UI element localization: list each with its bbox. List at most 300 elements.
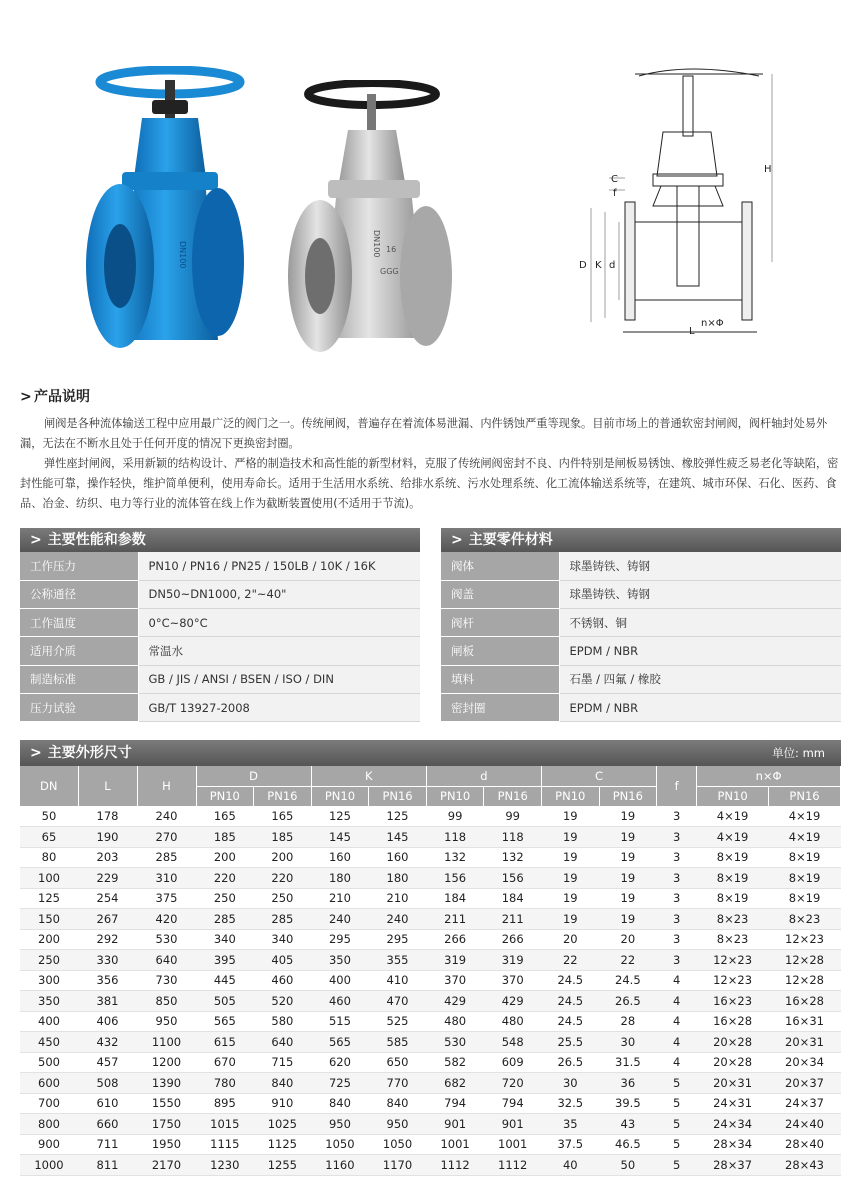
table-row (20, 929, 841, 950)
table-cell: 375 (137, 888, 196, 909)
table-cell: 229 (78, 868, 137, 889)
table-cell: 125 (20, 888, 78, 909)
table-cell: 1115 (196, 1134, 254, 1155)
parts-label: 闸板 (441, 637, 559, 665)
performance-table (20, 552, 420, 722)
table-cell: 720 (484, 1073, 542, 1094)
col-f: f (657, 766, 697, 806)
table-cell: 24×31 (697, 1093, 769, 1114)
table-cell: 505 (196, 991, 254, 1012)
dimensions-title: 主要外形尺寸 (47, 745, 132, 761)
parts-label: 填料 (441, 665, 559, 693)
performance-row (20, 580, 420, 608)
table-cell: 615 (196, 1032, 254, 1053)
diagram-label-l: L (689, 326, 695, 337)
table-row (20, 1011, 841, 1032)
table-row (20, 827, 841, 848)
table-cell: 1170 (369, 1155, 427, 1176)
table-cell: 295 (311, 929, 369, 950)
dimensions-header-bar (20, 740, 841, 766)
table-cell: 118 (426, 827, 484, 848)
table-cell: 118 (484, 827, 542, 848)
silver-valve-marking-mat: GGG (380, 267, 399, 276)
parts-value: EPDM / NBR (559, 693, 841, 721)
table-cell: 682 (426, 1073, 484, 1094)
table-cell: 3 (657, 888, 697, 909)
table-cell: 180 (369, 868, 427, 889)
table-cell: 770 (369, 1073, 427, 1094)
table-cell: 184 (484, 888, 542, 909)
performance-row (20, 665, 420, 693)
table-cell: 840 (369, 1093, 427, 1114)
col-d-inner: d (426, 766, 541, 786)
table-cell: 285 (254, 909, 312, 930)
table-cell: 370 (484, 970, 542, 991)
table-cell: 20 (599, 929, 657, 950)
table-cell: 660 (78, 1114, 137, 1135)
col-pn16: PN16 (769, 786, 841, 806)
table-cell: 65 (20, 827, 78, 848)
table-row (20, 991, 841, 1012)
table-cell: 780 (196, 1073, 254, 1094)
table-cell: 450 (20, 1032, 78, 1053)
table-cell: 950 (311, 1114, 369, 1135)
table-row (20, 1155, 841, 1176)
table-cell: 12×23 (697, 970, 769, 991)
table-cell: 356 (78, 970, 137, 991)
dimensions-table (20, 766, 841, 1176)
table-row (20, 1052, 841, 1073)
table-cell: 400 (20, 1011, 78, 1032)
table-cell: 811 (78, 1155, 137, 1176)
table-cell: 8×19 (697, 847, 769, 868)
table-cell: 125 (311, 806, 369, 827)
performance-value: 常温水 (138, 637, 420, 665)
table-cell: 910 (254, 1093, 312, 1114)
table-cell: 4 (657, 1052, 697, 1073)
table-cell: 3 (657, 847, 697, 868)
parts-label: 阀杆 (441, 609, 559, 637)
table-cell: 285 (137, 847, 196, 868)
table-cell: 24×37 (769, 1093, 841, 1114)
table-cell: 31.5 (599, 1052, 657, 1073)
table-cell: 1001 (426, 1134, 484, 1155)
table-cell: 480 (426, 1011, 484, 1032)
table-cell: 185 (254, 827, 312, 848)
table-cell: 28 (599, 1011, 657, 1032)
table-cell: 19 (599, 806, 657, 827)
table-cell: 1550 (137, 1093, 196, 1114)
table-cell: 445 (196, 970, 254, 991)
table-cell: 150 (20, 909, 78, 930)
col-pn10: PN10 (697, 786, 769, 806)
parts-header-bar (441, 528, 841, 552)
table-row (20, 1093, 841, 1114)
table-cell: 20×31 (697, 1073, 769, 1094)
dimensions-header-row-1 (20, 766, 841, 786)
table-cell: 670 (196, 1052, 254, 1073)
table-cell: 1950 (137, 1134, 196, 1155)
table-cell: 1015 (196, 1114, 254, 1135)
table-cell: 12×23 (769, 929, 841, 950)
table-cell: 4×19 (769, 827, 841, 848)
table-cell: 240 (137, 806, 196, 827)
table-cell: 295 (369, 929, 427, 950)
table-cell: 895 (196, 1093, 254, 1114)
table-cell: 457 (78, 1052, 137, 1073)
table-cell: 470 (369, 991, 427, 1012)
table-cell: 525 (369, 1011, 427, 1032)
table-cell: 211 (484, 909, 542, 930)
table-cell: 350 (20, 991, 78, 1012)
table-cell: 24.5 (541, 970, 599, 991)
table-cell: 610 (78, 1093, 137, 1114)
table-cell: 160 (369, 847, 427, 868)
table-cell: 28×43 (769, 1155, 841, 1176)
table-cell: 5 (657, 1155, 697, 1176)
table-cell: 950 (137, 1011, 196, 1032)
table-cell: 26.5 (599, 991, 657, 1012)
table-cell: 1100 (137, 1032, 196, 1053)
table-cell: 292 (78, 929, 137, 950)
table-cell: 12×28 (769, 970, 841, 991)
performance-header-bar (20, 528, 420, 552)
col-c: C (541, 766, 656, 786)
table-cell: 220 (254, 868, 312, 889)
table-cell: 28×34 (697, 1134, 769, 1155)
table-cell: 1112 (426, 1155, 484, 1176)
col-l: L (78, 766, 137, 806)
table-cell: 20×34 (769, 1052, 841, 1073)
table-cell: 20×28 (697, 1032, 769, 1053)
table-row (20, 847, 841, 868)
parts-value: 球墨铸铁、铸钢 (559, 552, 841, 580)
table-cell: 3 (657, 929, 697, 950)
chevron-right-icon: > (20, 389, 32, 405)
table-cell: 1200 (137, 1052, 196, 1073)
parts-value: 不锈钢、铜 (559, 609, 841, 637)
table-cell: 460 (311, 991, 369, 1012)
table-cell: 4 (657, 991, 697, 1012)
description-title (20, 386, 90, 406)
table-cell: 585 (369, 1032, 427, 1053)
table-cell: 330 (78, 950, 137, 971)
table-row (20, 950, 841, 971)
table-cell: 39.5 (599, 1093, 657, 1114)
table-cell: 530 (137, 929, 196, 950)
table-cell: 3 (657, 868, 697, 889)
col-k: K (311, 766, 426, 786)
table-cell: 3 (657, 827, 697, 848)
table-cell: 340 (254, 929, 312, 950)
chevron-right-icon: > (451, 532, 463, 548)
table-cell: 36 (599, 1073, 657, 1094)
table-cell: 203 (78, 847, 137, 868)
table-row (20, 1032, 841, 1053)
parts-value: 石墨 / 四氟 / 橡胶 (559, 665, 841, 693)
table-cell: 8×19 (769, 888, 841, 909)
table-cell: 28×40 (769, 1134, 841, 1155)
performance-value: GB / JIS / ANSI / BSEN / ISO / DIN (138, 665, 420, 693)
table-cell: 43 (599, 1114, 657, 1135)
table-cell: 125 (369, 806, 427, 827)
table-cell: 381 (78, 991, 137, 1012)
table-cell: 725 (311, 1073, 369, 1094)
table-cell: 100 (20, 868, 78, 889)
table-cell: 406 (78, 1011, 137, 1032)
table-cell: 19 (541, 888, 599, 909)
table-cell: 3 (657, 909, 697, 930)
table-cell: 24.5 (541, 991, 599, 1012)
table-cell: 840 (311, 1093, 369, 1114)
col-pn10: PN10 (311, 786, 369, 806)
table-cell: 80 (20, 847, 78, 868)
table-cell: 1750 (137, 1114, 196, 1135)
table-cell: 200 (196, 847, 254, 868)
table-cell: 5 (657, 1093, 697, 1114)
table-cell: 1160 (311, 1155, 369, 1176)
diagram-label-n: n×Φ (701, 318, 724, 329)
table-cell: 1230 (196, 1155, 254, 1176)
table-cell: 4 (657, 970, 697, 991)
table-row (20, 909, 841, 930)
parts-row (441, 637, 841, 665)
table-cell: 254 (78, 888, 137, 909)
col-dn: DN (20, 766, 78, 806)
col-pn16: PN16 (369, 786, 427, 806)
table-cell: 240 (369, 909, 427, 930)
table-cell: 480 (484, 1011, 542, 1032)
table-cell: 794 (484, 1093, 542, 1114)
table-cell: 16×23 (697, 991, 769, 1012)
performance-value: GB/T 13927-2008 (138, 693, 420, 721)
performance-title: 主要性能和参数 (47, 532, 146, 548)
diagram-label-h: H (764, 164, 772, 175)
table-row (20, 1073, 841, 1094)
parts-table (441, 552, 841, 722)
performance-label: 工作压力 (20, 552, 138, 580)
table-cell: 132 (484, 847, 542, 868)
table-cell: 1390 (137, 1073, 196, 1094)
diagram-label-d-outer: D (579, 260, 587, 271)
parts-row (441, 693, 841, 721)
table-cell: 165 (196, 806, 254, 827)
parts-label: 阀盖 (441, 580, 559, 608)
diagram-label-f: f (613, 188, 617, 199)
chevron-right-icon: > (30, 745, 42, 761)
table-row (20, 1114, 841, 1135)
table-cell: 4×19 (769, 806, 841, 827)
table-cell: 319 (484, 950, 542, 971)
table-cell: 8×23 (697, 929, 769, 950)
table-cell: 3 (657, 806, 697, 827)
performance-label: 压力试验 (20, 693, 138, 721)
table-row (20, 970, 841, 991)
diagram-label-c: C (611, 174, 618, 185)
chevron-right-icon: > (30, 532, 42, 548)
description-title-text: 产品说明 (34, 389, 90, 405)
table-cell: 210 (311, 888, 369, 909)
table-row (20, 888, 841, 909)
table-cell: 99 (484, 806, 542, 827)
col-pn10: PN10 (196, 786, 254, 806)
parts-row (441, 552, 841, 580)
table-cell: 16×31 (769, 1011, 841, 1032)
table-cell: 1000 (20, 1155, 78, 1176)
table-cell: 28×37 (697, 1155, 769, 1176)
performance-row (20, 552, 420, 580)
table-cell: 20×31 (769, 1032, 841, 1053)
table-cell: 5 (657, 1114, 697, 1135)
table-cell: 30 (599, 1032, 657, 1053)
table-cell: 22 (541, 950, 599, 971)
table-cell: 46.5 (599, 1134, 657, 1155)
table-cell: 200 (254, 847, 312, 868)
performance-row (20, 609, 420, 637)
table-cell: 5 (657, 1073, 697, 1094)
table-cell: 350 (311, 950, 369, 971)
table-cell: 1001 (484, 1134, 542, 1155)
table-cell: 609 (484, 1052, 542, 1073)
table-cell: 132 (426, 847, 484, 868)
table-cell: 340 (196, 929, 254, 950)
table-cell: 700 (20, 1093, 78, 1114)
table-cell: 1125 (254, 1134, 312, 1155)
table-cell: 460 (254, 970, 312, 991)
table-cell: 12×23 (697, 950, 769, 971)
table-cell: 20×37 (769, 1073, 841, 1094)
table-cell: 8×19 (697, 868, 769, 889)
table-cell: 2170 (137, 1155, 196, 1176)
performance-label: 工作温度 (20, 609, 138, 637)
table-cell: 32.5 (541, 1093, 599, 1114)
table-cell: 950 (369, 1114, 427, 1135)
table-cell: 901 (426, 1114, 484, 1135)
table-cell: 620 (311, 1052, 369, 1073)
table-cell: 19 (599, 888, 657, 909)
product-images (0, 0, 860, 370)
table-cell: 250 (20, 950, 78, 971)
performance-value: 0°C~80°C (138, 609, 420, 637)
table-cell: 8×23 (697, 909, 769, 930)
table-cell: 19 (541, 806, 599, 827)
description-paragraph-2 (20, 454, 842, 514)
table-cell: 1255 (254, 1155, 312, 1176)
table-cell: 20 (541, 929, 599, 950)
table-cell: 429 (426, 991, 484, 1012)
silver-valve-marking-dn: DN100 (372, 230, 381, 258)
table-row (20, 1134, 841, 1155)
table-cell: 715 (254, 1052, 312, 1073)
table-cell: 500 (20, 1052, 78, 1073)
col-h: H (137, 766, 196, 806)
table-cell: 184 (426, 888, 484, 909)
table-cell: 16×28 (769, 991, 841, 1012)
col-pn16: PN16 (254, 786, 312, 806)
table-cell: 1050 (311, 1134, 369, 1155)
table-cell: 16×28 (697, 1011, 769, 1032)
performance-row (20, 637, 420, 665)
table-cell: 20×28 (697, 1052, 769, 1073)
valve-cross-section-diagram (565, 62, 790, 362)
table-cell: 210 (369, 888, 427, 909)
parts-title: 主要零件材料 (468, 532, 553, 548)
table-cell: 730 (137, 970, 196, 991)
table-cell: 650 (369, 1052, 427, 1073)
table-cell: 5 (657, 1134, 697, 1155)
table-cell: 420 (137, 909, 196, 930)
table-cell: 600 (20, 1073, 78, 1094)
col-pn16: PN16 (599, 786, 657, 806)
table-cell: 565 (311, 1032, 369, 1053)
col-pn16: PN16 (484, 786, 542, 806)
parts-value: EPDM / NBR (559, 637, 841, 665)
table-cell: 24.5 (541, 1011, 599, 1032)
table-cell: 800 (20, 1114, 78, 1135)
table-cell: 580 (254, 1011, 312, 1032)
table-cell: 900 (20, 1134, 78, 1155)
table-cell: 640 (254, 1032, 312, 1053)
table-cell: 300 (20, 970, 78, 991)
table-cell: 410 (369, 970, 427, 991)
table-cell: 395 (196, 950, 254, 971)
table-cell: 530 (426, 1032, 484, 1053)
table-cell: 185 (196, 827, 254, 848)
table-cell: 8×19 (769, 868, 841, 889)
table-cell: 178 (78, 806, 137, 827)
table-cell: 19 (599, 847, 657, 868)
table-cell: 319 (426, 950, 484, 971)
diagram-label-k: K (595, 260, 602, 271)
diagram-label-d-inner: d (609, 260, 616, 271)
table-cell: 432 (78, 1032, 137, 1053)
table-cell: 850 (137, 991, 196, 1012)
table-cell: 211 (426, 909, 484, 930)
table-cell: 4 (657, 1032, 697, 1053)
table-row (20, 806, 841, 827)
table-cell: 520 (254, 991, 312, 1012)
table-cell: 310 (137, 868, 196, 889)
table-cell: 99 (426, 806, 484, 827)
performance-value: DN50~DN1000, 2"~40" (138, 580, 420, 608)
table-cell: 515 (311, 1011, 369, 1032)
table-cell: 165 (254, 806, 312, 827)
col-n: n×Φ (697, 766, 841, 786)
parts-row (441, 665, 841, 693)
col-pn10: PN10 (541, 786, 599, 806)
table-cell: 355 (369, 950, 427, 971)
description-paragraph-1 (20, 414, 842, 454)
parts-value: 球墨铸铁、铸钢 (559, 580, 841, 608)
table-cell: 285 (196, 909, 254, 930)
table-cell: 548 (484, 1032, 542, 1053)
table-cell: 711 (78, 1134, 137, 1155)
table-cell: 12×28 (769, 950, 841, 971)
table-cell: 270 (137, 827, 196, 848)
table-cell: 156 (484, 868, 542, 889)
performance-label: 适用介质 (20, 637, 138, 665)
table-cell: 19 (541, 847, 599, 868)
table-cell: 220 (196, 868, 254, 889)
table-cell: 582 (426, 1052, 484, 1073)
table-cell: 901 (484, 1114, 542, 1135)
table-cell: 24.5 (599, 970, 657, 991)
table-cell: 565 (196, 1011, 254, 1032)
performance-label: 制造标准 (20, 665, 138, 693)
table-cell: 1050 (369, 1134, 427, 1155)
table-cell: 640 (137, 950, 196, 971)
table-row (20, 868, 841, 889)
